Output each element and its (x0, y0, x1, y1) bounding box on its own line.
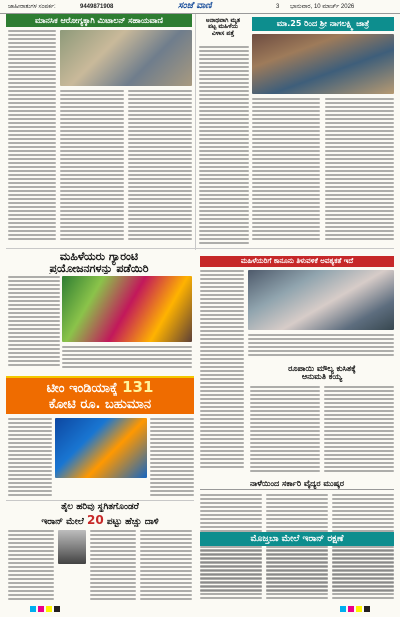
women-guarantee-body (8, 276, 60, 370)
doctors-strike-banner (200, 478, 394, 490)
jatre-body-1 (252, 98, 320, 244)
team-india-banner (6, 376, 194, 414)
mental-health-body-right (128, 90, 192, 244)
unclaimed-woman-body (199, 46, 249, 246)
women-guarantee-headline-1: ಮಹಿಳೆಯರು ಗ್ಯಾರಂಟಿ (59, 251, 139, 263)
rupee-headline-1: ರೂಪಾಯಿ ಮೌಲ್ಯ ಕುಸಿತಕ್ಕೆ (288, 365, 356, 373)
rupee-body-2 (324, 386, 394, 476)
women-law-body-right (248, 334, 394, 360)
unclaimed-woman-headline (198, 18, 248, 37)
oil-headline-2b: ಪಟ್ಟು ಹೆಚ್ಚು ದಾಳಿ (103, 517, 159, 527)
jatre-headline: ಮಾ.25 ರಿಂದ ಶ್ರೀ ನಾಗಲಕ್ಷ್ಮಿ ಜಾತ್ರೆ (276, 19, 370, 28)
rupee-body-1 (250, 386, 320, 476)
women-law-photo (248, 270, 394, 330)
page-number: 3 (276, 4, 280, 10)
team-india-body-right (150, 418, 194, 498)
mental-health-body-left (8, 30, 56, 244)
rupee-headline-2: ಆನುಮತಿ ಕಯ್ಯ (301, 372, 343, 382)
iran-protection-headline: ಮೊಜ್ತಬಾ ಮೇಲೆ ಇರಾನ್ ರಕ್ಷಣೆ (250, 534, 344, 544)
team-india-headline-2: ಕೋಟಿ ರೂ. ಬಹುಮಾನ (48, 398, 152, 412)
team-india-headline-text: ಟೀಂ ಇಂಡಿಯಾಕ್ಕೆ (46, 381, 123, 396)
oil-headline-2a: ಇರಾನ್ ಮೇಲೆ (41, 517, 88, 527)
women-law-body-left (200, 270, 244, 474)
swatch-black (54, 606, 60, 612)
oil-body-2 (90, 530, 136, 602)
section-rule (6, 248, 394, 249)
team-india-headline-1 (6, 380, 194, 396)
iran-body-2 (266, 549, 328, 603)
column-rule (195, 14, 196, 250)
mental-health-body-mid (60, 90, 124, 244)
mental-health-banner (6, 14, 192, 27)
mental-health-photo (60, 30, 192, 86)
oil-headline-number: 20 (87, 514, 104, 527)
swatch-magenta (38, 606, 44, 612)
team-india-photo (55, 418, 147, 478)
oil-photo (58, 530, 86, 564)
iran-body-1 (200, 549, 262, 603)
unclaimed-woman-headline-2: ಪಟ್ಟ ಮಹಿಳೆಯ (208, 23, 238, 31)
team-india-body-left (8, 418, 52, 498)
doctors-strike-headline: ನಾಳೆಯಿಂದ ಸರ್ಕಾರಿ ವೈದ್ಯರ ಮುಷ್ಕರ (249, 479, 344, 488)
swatch-black (364, 606, 370, 612)
team-india-prize-number: 131 (122, 380, 154, 396)
women-guarantee-body-2 (62, 346, 192, 372)
women-guarantee-headline-2: ಪ್ರಯೋಜನಗಳನ್ನು ಪಡೆಯಿರಿ (49, 261, 149, 275)
mental-health-headline: ಮಾನಸಿಕ ಆರೋಗ್ಯಕ್ಕಾಗಿ ಮಿಟಾಲನ್ ಸಹಾಯವಾಣಿ (34, 16, 164, 25)
oil-body-3 (140, 530, 192, 602)
swatch-cyan (340, 606, 346, 612)
color-registration-strip (30, 606, 370, 614)
brand-logo: ಸಂಜೆ ವಾಣಿ (178, 1, 212, 11)
unclaimed-woman-headline-3: ವಿಳಾಸ ಪತ್ತೆ (211, 29, 235, 37)
jatre-body-2 (325, 98, 394, 244)
swatch-magenta (348, 606, 354, 612)
oil-headline-2 (6, 514, 194, 527)
jatre-photo (252, 34, 394, 94)
swatch-yellow (46, 606, 52, 612)
swatch-yellow (356, 606, 362, 612)
section-rule (6, 500, 194, 501)
masthead (0, 0, 400, 14)
unclaimed-woman-headline-1: ಅನಾಥವಾಗಿ ಮೃತ (205, 18, 241, 24)
swatch-cyan (30, 606, 36, 612)
ad-contact-phone: 9449871908 (80, 4, 114, 10)
ad-contact-label: ಜಾಹೀರಾತುಗಳ ಸಂಪರ್ಕ: (8, 4, 56, 10)
women-law-banner (200, 256, 394, 267)
women-law-headline: ಮಹಿಳೆಯರಿಗೆ ಕಾನೂನು ತಿಳುವಳಿಕೆ ಅವಶ್ಯಕತೆ ಇದೆ (240, 257, 354, 265)
oil-body-1 (8, 530, 54, 602)
women-guarantee-headline (6, 251, 192, 274)
jatre-banner (252, 17, 394, 31)
women-guarantee-photo (62, 276, 192, 342)
iran-protection-banner (200, 532, 394, 546)
rupee-headline (250, 365, 394, 382)
oil-headline-1: ತೈಲ ಹರಿವು ಸ್ಥಗಿತಗೊಂಡರೆ (61, 503, 139, 512)
iran-body-3 (332, 549, 394, 603)
issue-date: ಭಾನುವಾರ, 10 ಮಾರ್ಚ್ 2026 (290, 4, 355, 10)
